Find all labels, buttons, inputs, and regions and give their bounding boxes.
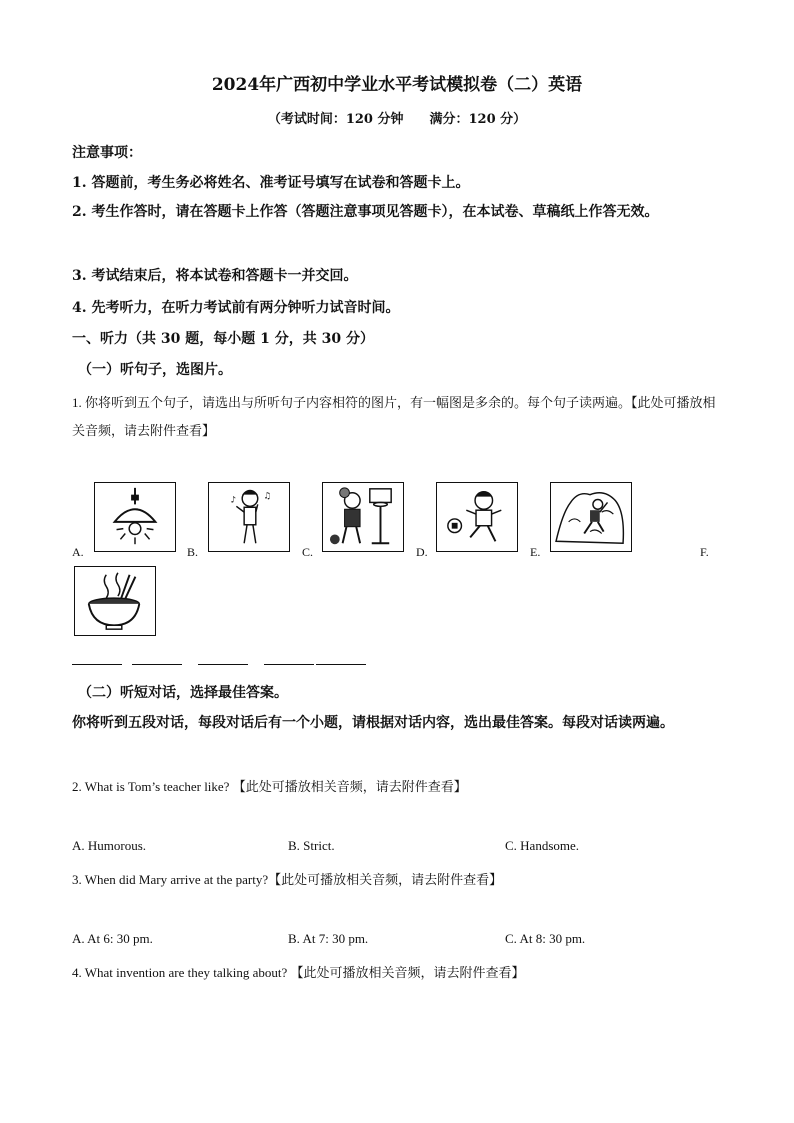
picture-label-a: A. (72, 545, 84, 559)
answer-blank-4[interactable] (264, 664, 314, 666)
picture-c (322, 482, 404, 552)
question-2-option-c[interactable]: C. Handsome. (505, 838, 580, 853)
answer-blank-1[interactable] (72, 664, 122, 666)
page-title: 2024年广西初中学业水平考试模拟卷（二）英语 (211, 75, 583, 95)
part2-instruction: 你将听到五段对话，每段对话后有一个小题，请根据对话内容，选出最佳答案。每段对话读两遍。 (72, 715, 674, 731)
notice-item-1: 1. 答题前，考生务必将姓名、准考证号填写在试卷和答题卡上。 (72, 175, 470, 191)
question-2-stem: 2. What is Tom’s teacher like? (72, 779, 230, 794)
picture-b (208, 482, 290, 552)
question-4-audio[interactable]: 【此处可播放相关音频，请去附件查看】 (290, 965, 525, 980)
picture-label-e: E. (530, 545, 541, 559)
exam-info: （考试时间：120 分钟 满分：120 分） (267, 112, 527, 127)
question-3-option-b[interactable]: B. At 7: 30 pm. (288, 931, 369, 946)
picture-label-f: F. (700, 545, 709, 559)
picture-a (94, 482, 176, 552)
question-2-option-b[interactable]: B. Strict. (288, 838, 335, 853)
picture-f (74, 566, 156, 636)
basketball-player-icon (323, 483, 403, 551)
question-1-text: 1. 你将听到五个句子，请选出与所听句子内容相符的图片，有一幅图是多余的。每个句子读两遍。【此处可播放相关音频，请去附件查看】 (72, 395, 716, 438)
section-heading-listening: 一、听力（共 30 题，每小题 1 分，共 30 分） (72, 331, 374, 347)
picture-label-b: B. (187, 545, 199, 559)
picture-label-d: D. (416, 545, 428, 559)
question-2 (72, 776, 467, 795)
picture-label-c: C. (302, 545, 314, 559)
lamp-icon (95, 483, 175, 551)
answer-blank-3[interactable] (198, 664, 248, 666)
question-4-stem: 4. What invention are they talking about? (72, 965, 288, 980)
answer-blank-5[interactable] (316, 664, 366, 666)
climber-icon (551, 483, 631, 551)
question-3-option-a[interactable]: A. At 6: 30 pm. (72, 931, 153, 946)
football-player-icon (437, 483, 517, 551)
answer-blank-2[interactable] (132, 664, 182, 666)
question-3-stem: 3. When did Mary arrive at the party? (72, 872, 269, 887)
question-3 (72, 869, 502, 888)
question-4 (72, 962, 525, 981)
notice-item-4: 4. 先考听力，在听力考试前有两分钟听力试音时间。 (72, 300, 400, 316)
singer-icon (209, 483, 289, 551)
picture-d (436, 482, 518, 552)
part2-heading: （二）听短对话，选择最佳答案。 (78, 685, 288, 701)
svg-text:♪: ♪ (230, 495, 237, 506)
question-2-audio[interactable]: 【此处可播放相关音频，请去附件查看】 (232, 779, 467, 794)
picture-e (550, 482, 632, 552)
noodle-bowl-icon (75, 567, 155, 635)
question-2-option-a[interactable]: A. Humorous. (72, 838, 147, 853)
svg-text:♫: ♫ (263, 491, 272, 502)
part1-heading: （一）听句子，选图片。 (78, 362, 232, 378)
question-3-option-c[interactable]: C. At 8: 30 pm. (505, 931, 586, 946)
question-3-audio[interactable]: 【此处可播放相关音频，请去附件查看】 (268, 872, 503, 887)
notice-heading: 注意事项： (72, 145, 142, 161)
notice-item-2: 2. 考生作答时，请在答题卡上作答（答题注意事项见答题卡），在本试卷、草稿纸上作答无效。 (72, 204, 659, 220)
notice-item-3: 3. 考试结束后，将本试卷和答题卡一并交回。 (72, 268, 358, 284)
